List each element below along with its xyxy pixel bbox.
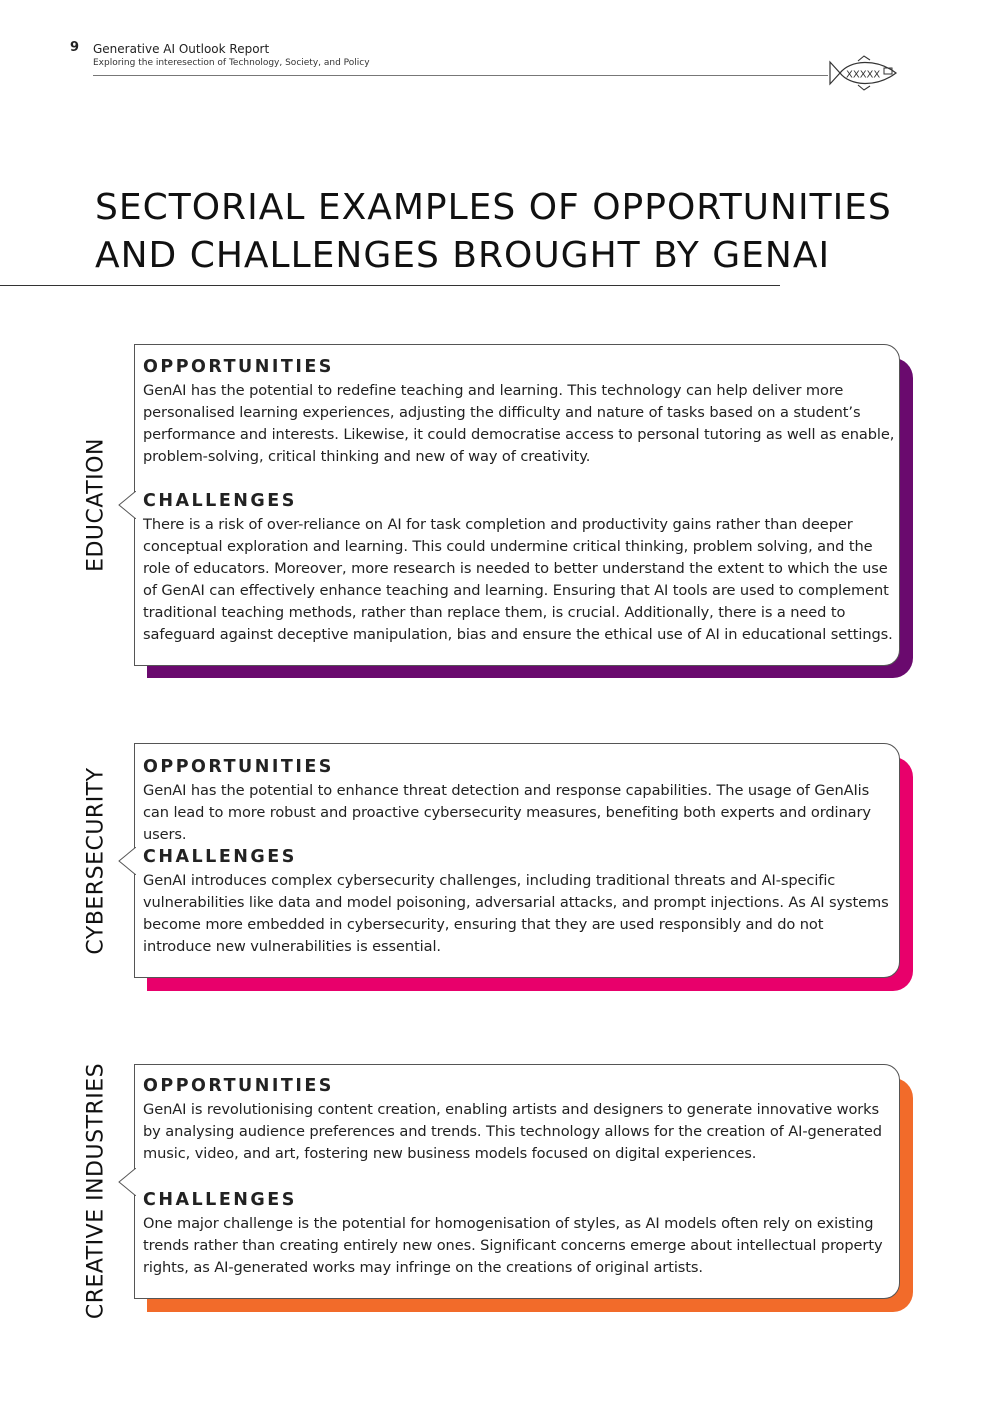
challenges-heading: CHALLENGES	[143, 491, 297, 511]
page-title	[95, 184, 892, 280]
challenges-text: One major challenge is the potential for homogenisation of styles, as AI models often rely on existing trends rather than creating entirely new ones. Significant concerns emerge about intellectual property rights, as AI-generated works may infringe on the creations of original artists.	[143, 1215, 883, 1276]
sector-cybersecurity	[0, 743, 992, 993]
challenges-text: There is a risk of over-reliance on AI for task completion and productivity gains rather than deeper conceptual exploration and learning. This could undermine critical thinking, problem solving, and the role of educators. Moreover, more research is needed to better understand the extent to which the use of GenAI can effectively enhance teaching and learning. Ensuring that AI tools are used to complement traditional teaching methods, rather than replace them, is crucial. Additionally, there is a need to safeguard against deceptive manipulation, bias and ensure the ethical use of AI in educational settings.	[143, 516, 893, 643]
report-subtitle: Exploring the interesection of Technology, Society, and Policy	[93, 58, 370, 68]
challenges-block	[143, 491, 895, 646]
sector-card	[134, 743, 900, 978]
opportunities-heading: OPPORTUNITIES	[143, 357, 334, 377]
sector-label: CREATIVE INDUSTRIES	[83, 1062, 109, 1320]
sector-education	[0, 344, 992, 680]
header-divider	[93, 75, 828, 76]
card-pointer	[118, 847, 136, 875]
sector-card	[134, 1064, 900, 1299]
sector-creative-industries	[0, 1062, 992, 1320]
opportunities-heading: OPPORTUNITIES	[143, 757, 334, 777]
opportunities-text: GenAI has the potential to redefine teaching and learning. This technology can help deliver more personalised learning experiences, adjusting the difficulty and nature of tasks based on a student’s performance and interests. Likewise, it could democratise access to personal tutoring as well as enable, problem-solving, critical thinking and new of way of creativity.	[143, 382, 895, 465]
opportunities-heading: OPPORTUNITIES	[143, 1076, 334, 1096]
challenges-heading: CHALLENGES	[143, 1190, 297, 1210]
opportunities-text: GenAI is revolutionising content creation, enabling artists and designers to generate innovative works by analysing audience preferences and trends. This technology allows for the creation of AI-generated music, video, and art, fostering new business models focused on digital experiences.	[143, 1101, 882, 1162]
fish-logo-icon	[824, 54, 900, 94]
title-divider	[0, 285, 780, 286]
opportunities-block	[143, 357, 895, 468]
page-header	[68, 40, 900, 96]
card-pointer	[118, 1168, 136, 1196]
challenges-block	[143, 847, 895, 958]
sector-label: CYBERSECURITY	[83, 766, 109, 955]
opportunities-block	[143, 757, 895, 846]
challenges-text: GenAI introduces complex cybersecurity challenges, including traditional threats and AI-specific vulnerabilities like data and model poisoning, adversarial attacks, and prompt injections. As AI systems become more embedded in cybersecurity, ensuring that they are used responsibly and do not introduce new vulnerabilities is essential.	[143, 872, 889, 955]
card-pointer	[118, 491, 136, 519]
challenges-block	[143, 1190, 895, 1279]
page-title-line-2: AND CHALLENGES BROUGHT BY GENAI	[95, 235, 831, 276]
page-title-line-1: SECTORIAL EXAMPLES OF OPPORTUNITIES	[95, 187, 892, 228]
report-title: Generative AI Outlook Report	[93, 42, 270, 56]
opportunities-text: GenAI has the potential to enhance threat detection and response capabilities. The usage of GenAIis can lead to more robust and proactive cybersecurity measures, benefiting both experts and ordinary users.	[143, 782, 871, 843]
sector-label: EDUCATION	[83, 438, 109, 572]
sector-card	[134, 344, 900, 666]
svg-text:XXXXX: XXXXX	[846, 69, 881, 81]
challenges-heading: CHALLENGES	[143, 847, 297, 867]
opportunities-block	[143, 1076, 895, 1165]
page-number: 9	[70, 40, 80, 55]
